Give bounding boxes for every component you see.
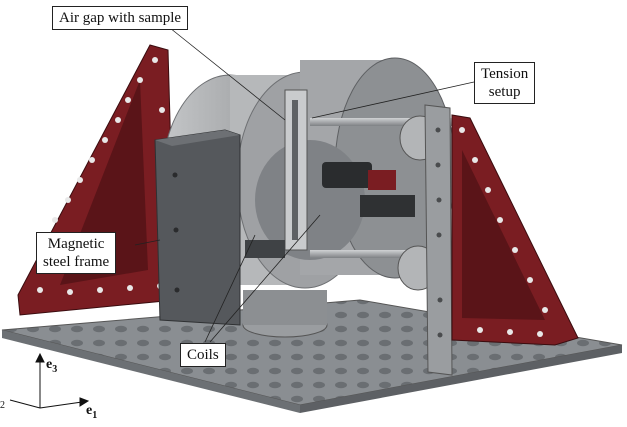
right-column-plate xyxy=(425,105,452,375)
magnetic-steel-block xyxy=(155,130,240,325)
bottom-mount xyxy=(243,290,327,337)
axis-e1-label: $e_1$ xyxy=(86,403,98,421)
coils-label xyxy=(180,343,226,367)
coils-text: Coils xyxy=(187,347,219,363)
left-red-frame xyxy=(18,45,175,315)
frame-line1: Magnetic xyxy=(47,236,105,252)
air-gap-label xyxy=(52,6,188,30)
tension-line2: setup xyxy=(488,84,521,100)
tension-setup-label xyxy=(474,62,535,104)
axis-e2-label: 2 xyxy=(0,400,5,411)
right-red-frame xyxy=(452,115,578,345)
frame-line2: steel frame xyxy=(43,254,110,270)
axis-e3-label: $e_3$ xyxy=(46,357,58,375)
magnetic-frame-label xyxy=(36,232,116,274)
tension-line1: Tension xyxy=(481,66,529,82)
air-gap-text: Air gap with sample xyxy=(59,10,182,26)
